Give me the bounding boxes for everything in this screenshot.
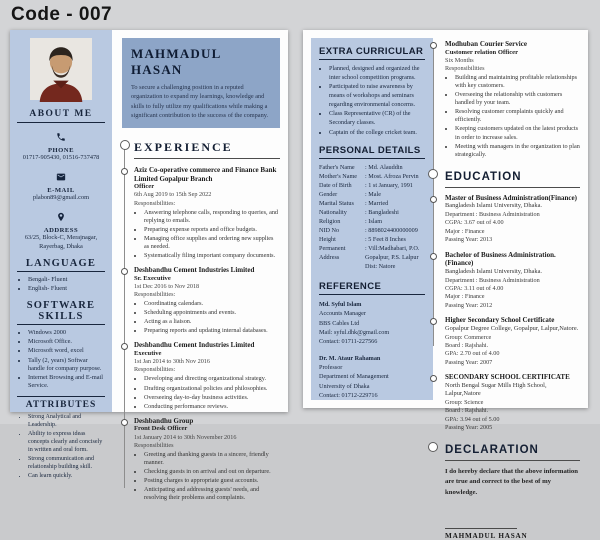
address-value: 63/25, Block-C, Merajnagar, Rayerbag, Dhaka <box>24 234 98 250</box>
job-bullet: • Meeting with managers in the organization to plan strategically. <box>455 143 580 159</box>
job-bullet: • Overseeing day-to-day business activities. <box>144 394 280 402</box>
reference-line: University of Dhaka <box>319 382 370 390</box>
personal-detail-label: Permanent Address <box>319 245 346 262</box>
page-left <box>10 30 288 502</box>
education-detail-lines <box>445 399 580 432</box>
education-heading: EDUCATION <box>445 170 522 183</box>
reference-line: Professor <box>319 363 343 371</box>
job-company: Modhuban Courier Service <box>445 40 527 48</box>
job-bullet: • Keeping customers updated on the latest products in order to increase sales. <box>455 125 580 141</box>
education-detail-line: Major : Finance <box>445 227 485 235</box>
education-detail-line: GPA: 3.94 out of 5.00 <box>445 415 500 423</box>
degree-name: Bachelor of Business Administration.(Finance) <box>445 250 556 268</box>
section-dot-icon <box>428 442 438 452</box>
job-bullet: • Checking guests in on arrival and out on departure. <box>144 468 280 476</box>
job-bullet: • Developing and directing organizational strategy. <box>144 375 280 383</box>
attribute-item: • Strong Analytical and Leadership. <box>28 414 105 430</box>
degree-name: Master of Business Administration(Finance) <box>445 193 577 202</box>
institution-name: Bangladesh Islami University, Dhaka. <box>445 202 543 210</box>
job-period: 6th Aug 2019 to 15th Sep 2022 <box>134 191 212 199</box>
attribute-item: • Strong communication and relationship building skill. <box>28 456 105 472</box>
personal-detail-row <box>319 218 425 227</box>
language-item: • English- Fluent <box>28 285 105 293</box>
phone-value: 01717-905430, 01516-737478 <box>22 154 100 161</box>
reference-line: BBS Cables Ltd <box>319 319 360 327</box>
education-detail-line: Passing Year: 2013 <box>445 236 493 244</box>
education-detail-line: Board : Rajshahi. <box>445 407 489 415</box>
reference-line: Contact: 01712-229716 <box>319 391 378 399</box>
reference-line: Mail: syful.dhk@gmail.com <box>319 329 390 337</box>
language-item: • Bengali- Fluent <box>28 276 105 284</box>
job-bullet: • Anticipating and addressing guests' needs, and resolving their problems and complaints. <box>144 486 280 502</box>
job-dot-icon <box>430 42 437 49</box>
reference-lines <box>319 363 425 400</box>
job-responsibilities-label: Responsibilities <box>445 65 485 73</box>
attributes-list <box>17 414 105 480</box>
education-detail-line: CGPA: 3.11 out of 4.00 <box>445 285 504 293</box>
education-dot-icon <box>430 375 437 382</box>
education-detail-line: Group: Commerce <box>445 333 492 341</box>
email-icon <box>56 169 66 186</box>
job-period: 1st Jan 2014 to 30th Nov 2016 <box>134 358 210 366</box>
personal-detail-row <box>319 182 425 191</box>
job-period: 1st January 2014 to 30th November 2016 <box>134 433 237 441</box>
education-header <box>445 167 580 188</box>
institution-name: Gopalpur Degree College, Gopalpur, Lalpur,Natore. <box>445 324 579 332</box>
phone-icon <box>56 129 66 146</box>
job-bullet-list <box>134 209 280 260</box>
profile-photo <box>30 38 92 100</box>
job-responsibilities-label: Responsibilities: <box>134 366 176 374</box>
personal-detail-value: : Most. Afroza Pervin <box>365 173 425 182</box>
candidate-name: MAHMADUL HASAN <box>131 46 221 77</box>
job-bullet: • Posting charges to appropriate guest accounts. <box>144 477 280 485</box>
job-bullet: • Conducting performance reviews. <box>144 403 280 411</box>
email-value: plabon89@gmail.com <box>33 194 89 202</box>
education-detail-line: Group: Science <box>445 399 484 406</box>
attributes-heading: ATTRIBUTES <box>17 396 105 410</box>
reference-name: Dr. M. Ataur Rahaman <box>319 354 381 362</box>
education-entry <box>445 373 580 432</box>
job-bullet: • Systematically filing important company documents. <box>144 252 280 260</box>
personal-detail-label: Religion <box>319 218 341 226</box>
institution-name: Bangladesh Islami University, Dhaka. <box>445 268 543 276</box>
personal-detail-label: Mother's Name <box>319 173 358 181</box>
job-entry <box>134 166 280 260</box>
extra-curricular-item: • Captain of the college cricket team. <box>329 129 425 138</box>
sidebar <box>10 30 112 479</box>
job-period: 1st Dec 2016 to Nov 2018 <box>134 282 200 290</box>
signature-name: MAHMADUL HASAN <box>445 531 528 540</box>
avatar-illustration <box>30 38 92 100</box>
education-detail-line: Major : Finance <box>445 293 485 301</box>
about-me-heading: ABOUT ME <box>17 109 105 123</box>
personal-detail-label: Height <box>319 236 336 244</box>
job-dot-icon <box>121 268 128 275</box>
degree-name: Higher Secondary School Certificate <box>445 316 555 325</box>
address-label: ADDRESS <box>43 227 79 235</box>
job-bullet-list <box>445 74 580 159</box>
reference-heading: REFERENCE <box>319 281 425 295</box>
reference-line: Contact: 01711-227566 <box>319 338 378 346</box>
reference-name: Md. Syful Islam <box>319 301 362 309</box>
extra-curricular-item: • Planned, designed and organized the inter school competition programs. <box>329 65 425 82</box>
education-detail-lines <box>445 277 580 310</box>
name-header <box>122 38 280 128</box>
education-entry <box>445 316 580 367</box>
personal-detail-row <box>319 164 425 173</box>
job-entry <box>445 40 580 159</box>
software-skill-item: • Windows 2000 <box>28 329 105 337</box>
personal-detail-value: : 8898024400000009 <box>365 227 425 236</box>
job-responsibilities-label: Responsibilities: <box>134 291 176 299</box>
reference-entry <box>319 354 425 400</box>
job-bullet-list <box>134 451 280 502</box>
software-skill-item: • Internet Browsing and E-mail Service. <box>28 374 105 390</box>
software-skill-item: • Microsoft Office. <box>28 338 105 346</box>
job-title: Sr. Executive <box>134 274 171 282</box>
personal-details-heading: PERSONAL DETAILS <box>319 145 425 159</box>
extra-curricular-list <box>319 65 425 137</box>
education-entry <box>445 251 580 311</box>
extra-curricular-item: • Participated to raise awareness by means of workshops and seminars regarding environmental concerns. <box>329 83 425 109</box>
job-bullet-list <box>134 375 280 410</box>
software-skill-item: • Tally (2, years) Softwar handle for company purpose. <box>28 357 105 373</box>
software-skills-heading: SOFTWARE SKILLS <box>17 300 105 325</box>
job-bullet: • Answering telephone calls, responding to queries, and replying to emails. <box>144 209 280 225</box>
details-panel <box>311 38 433 400</box>
personal-detail-value: : 5 Feet 8 Inches <box>365 236 425 245</box>
personal-detail-value: : Bangladeshi <box>365 209 425 218</box>
education-entry <box>445 194 580 245</box>
job-bullet: • Resolving customer complaints quickly and efficiently. <box>455 108 580 124</box>
job-bullet-list <box>134 300 280 335</box>
reference-list <box>319 300 425 400</box>
experience-section <box>118 138 280 502</box>
job-bullet: • Scheduling appointments and events. <box>144 309 280 317</box>
personal-detail-row <box>319 191 425 200</box>
education-detail-line: Passing Year: 2007 <box>445 358 493 366</box>
education-detail-line: Passing Year: 2012 <box>445 301 493 309</box>
experience-heading: EXPERIENCE <box>134 139 233 154</box>
address-block <box>17 209 105 250</box>
personal-detail-row <box>319 209 425 218</box>
job-responsibilities-label: Responsibilities: <box>134 199 176 207</box>
job-bullet: • Greeting and thanking guests in a sincere, friendly manner. <box>144 451 280 467</box>
job-dot-icon <box>121 168 128 175</box>
job-dot-icon <box>121 419 128 426</box>
email-block <box>17 169 105 202</box>
extra-curricular-heading: EXTRA CURRICULAR <box>319 46 425 60</box>
page-right <box>303 30 588 540</box>
education-detail-line: Department : Business Administration <box>445 211 540 219</box>
reference-line: Accounts Manager <box>319 310 366 318</box>
education-detail-line: GPA: 2.70 out of 4.00 <box>445 350 500 358</box>
phone-label: PHONE <box>48 147 74 154</box>
education-dot-icon <box>430 253 437 260</box>
email-label: E-MAIL <box>47 187 75 195</box>
education-dot-icon <box>430 196 437 203</box>
personal-detail-value: : 1 st January, 1991 <box>365 182 425 191</box>
reference-line: Department of Management <box>319 373 389 381</box>
resume-main-left <box>112 30 288 502</box>
signature-line <box>445 528 517 529</box>
job-dot-icon <box>121 343 128 350</box>
personal-detail-row <box>319 245 425 272</box>
education-list <box>445 194 580 433</box>
attribute-item: • Can learn quickly. <box>28 473 105 481</box>
job-title: Customer relation Officer <box>445 48 518 56</box>
software-skills-list <box>17 329 105 390</box>
personal-detail-row <box>319 227 425 236</box>
personal-detail-value: : Vill:Madhabari, P.O. Gopalpur, P.S. Lalpur Dist: Natore <box>365 245 425 272</box>
declaration-header <box>445 440 580 461</box>
education-detail-lines <box>445 334 580 367</box>
job-bullet: • Overseeing the relationship with customers handled by your team. <box>455 91 580 107</box>
job-bullet: • Managing office supplies and ordering new supplies as needed. <box>144 235 280 251</box>
education-detail-lines <box>445 211 580 244</box>
experience-header <box>134 138 280 159</box>
timeline-line <box>124 148 125 488</box>
degree-name: SECONDARY SCHOOL CERTIFICATE <box>445 372 570 381</box>
job-entry <box>134 417 280 502</box>
job-entry <box>134 341 280 410</box>
job-company: Deshbandhu Group <box>134 416 194 425</box>
personal-detail-row <box>319 173 425 182</box>
personal-detail-label: Gender <box>319 191 338 199</box>
job-company: Deshbandhu Cement Industries Limited <box>134 265 255 274</box>
language-list <box>17 276 105 293</box>
job-responsibilities-label: Responsibilities <box>134 441 174 449</box>
job-period: Six Months <box>445 56 474 64</box>
education-detail-line: Board : Rajshahi. <box>445 341 489 349</box>
job-company: Deshbandhu Cement Industries Limited <box>134 341 255 350</box>
personal-detail-label: Father's Name <box>319 164 355 172</box>
personal-detail-label: Date of Birth <box>319 182 352 190</box>
job-entry <box>134 266 280 335</box>
education-detail-line: CGPA: 3.67 out of 4.00 <box>445 219 504 227</box>
job-bullet: • Preparing expense reports and office budgets. <box>144 226 280 234</box>
job-bullet: • Preparing reports and updating internal databases. <box>144 327 280 335</box>
signature-block <box>445 528 580 540</box>
declaration-heading: DECLARATION <box>445 444 539 457</box>
job-title: Officer <box>134 183 155 191</box>
personal-detail-label: NID No <box>319 227 340 235</box>
declaration-text: I do hereby declare that the above information are true and correct to the best of my knowledge. <box>445 468 578 496</box>
personal-detail-label: Marital Status <box>319 200 354 208</box>
personal-detail-value: : Male <box>365 191 425 200</box>
personal-detail-value: : Married <box>365 200 425 209</box>
job-bullet: • Building and maintaining profitable relationships with key customers. <box>455 74 580 90</box>
personal-detail-value: : Islam <box>365 218 425 227</box>
education-detail-line: Passing Year: 2005 <box>445 424 493 432</box>
personal-detail-row <box>319 236 425 245</box>
personal-details-table <box>319 164 425 272</box>
reference-entry <box>319 300 425 346</box>
language-heading: LANGUAGE <box>17 258 105 272</box>
education-dot-icon <box>430 318 437 325</box>
personal-detail-value: : Md. Alauddin <box>365 164 425 173</box>
job-list <box>134 166 280 502</box>
job-bullet: • Drafting organizational policies and philosophies. <box>144 385 280 393</box>
extra-curricular-item: • Class Representative (CR) of the Secondary classes. <box>329 110 425 127</box>
reference-lines <box>319 309 425 346</box>
education-detail-line: Department : Business Administration <box>445 276 540 284</box>
personal-detail-row <box>319 200 425 209</box>
location-icon <box>56 209 66 226</box>
personal-detail-label: Nationality <box>319 209 347 217</box>
job-title: Executive <box>134 350 162 358</box>
job-bullet: • Acting as a liaison. <box>144 318 280 326</box>
institution-name: North Bengal Sugar Mills High School, Lalpur,Natore <box>445 381 547 398</box>
objective-text: To secure a challenging position in a reputed organization to expand my learnings, knowledge and skills to fully utilize my qualifications while making a significant contribution to the success of the company. <box>131 84 269 120</box>
code-label: Code - 007 <box>11 4 113 25</box>
section-dot-icon <box>428 169 438 179</box>
job-title: Front Desk Officer <box>134 425 188 433</box>
attribute-item: • Ability to express ideas concepts clearly and concisely in written and oral form. <box>28 431 105 455</box>
job-company: Aziz Co-operative commerce and Finance Bank Limited Gopalpur Branch <box>134 165 277 183</box>
resume-main-right <box>433 30 588 540</box>
job-bullet: • Coordinating calendars. <box>144 300 280 308</box>
section-dot-icon <box>120 140 130 150</box>
phone-block <box>17 129 105 162</box>
software-skill-item: • Microsoft word, excel <box>28 347 105 355</box>
